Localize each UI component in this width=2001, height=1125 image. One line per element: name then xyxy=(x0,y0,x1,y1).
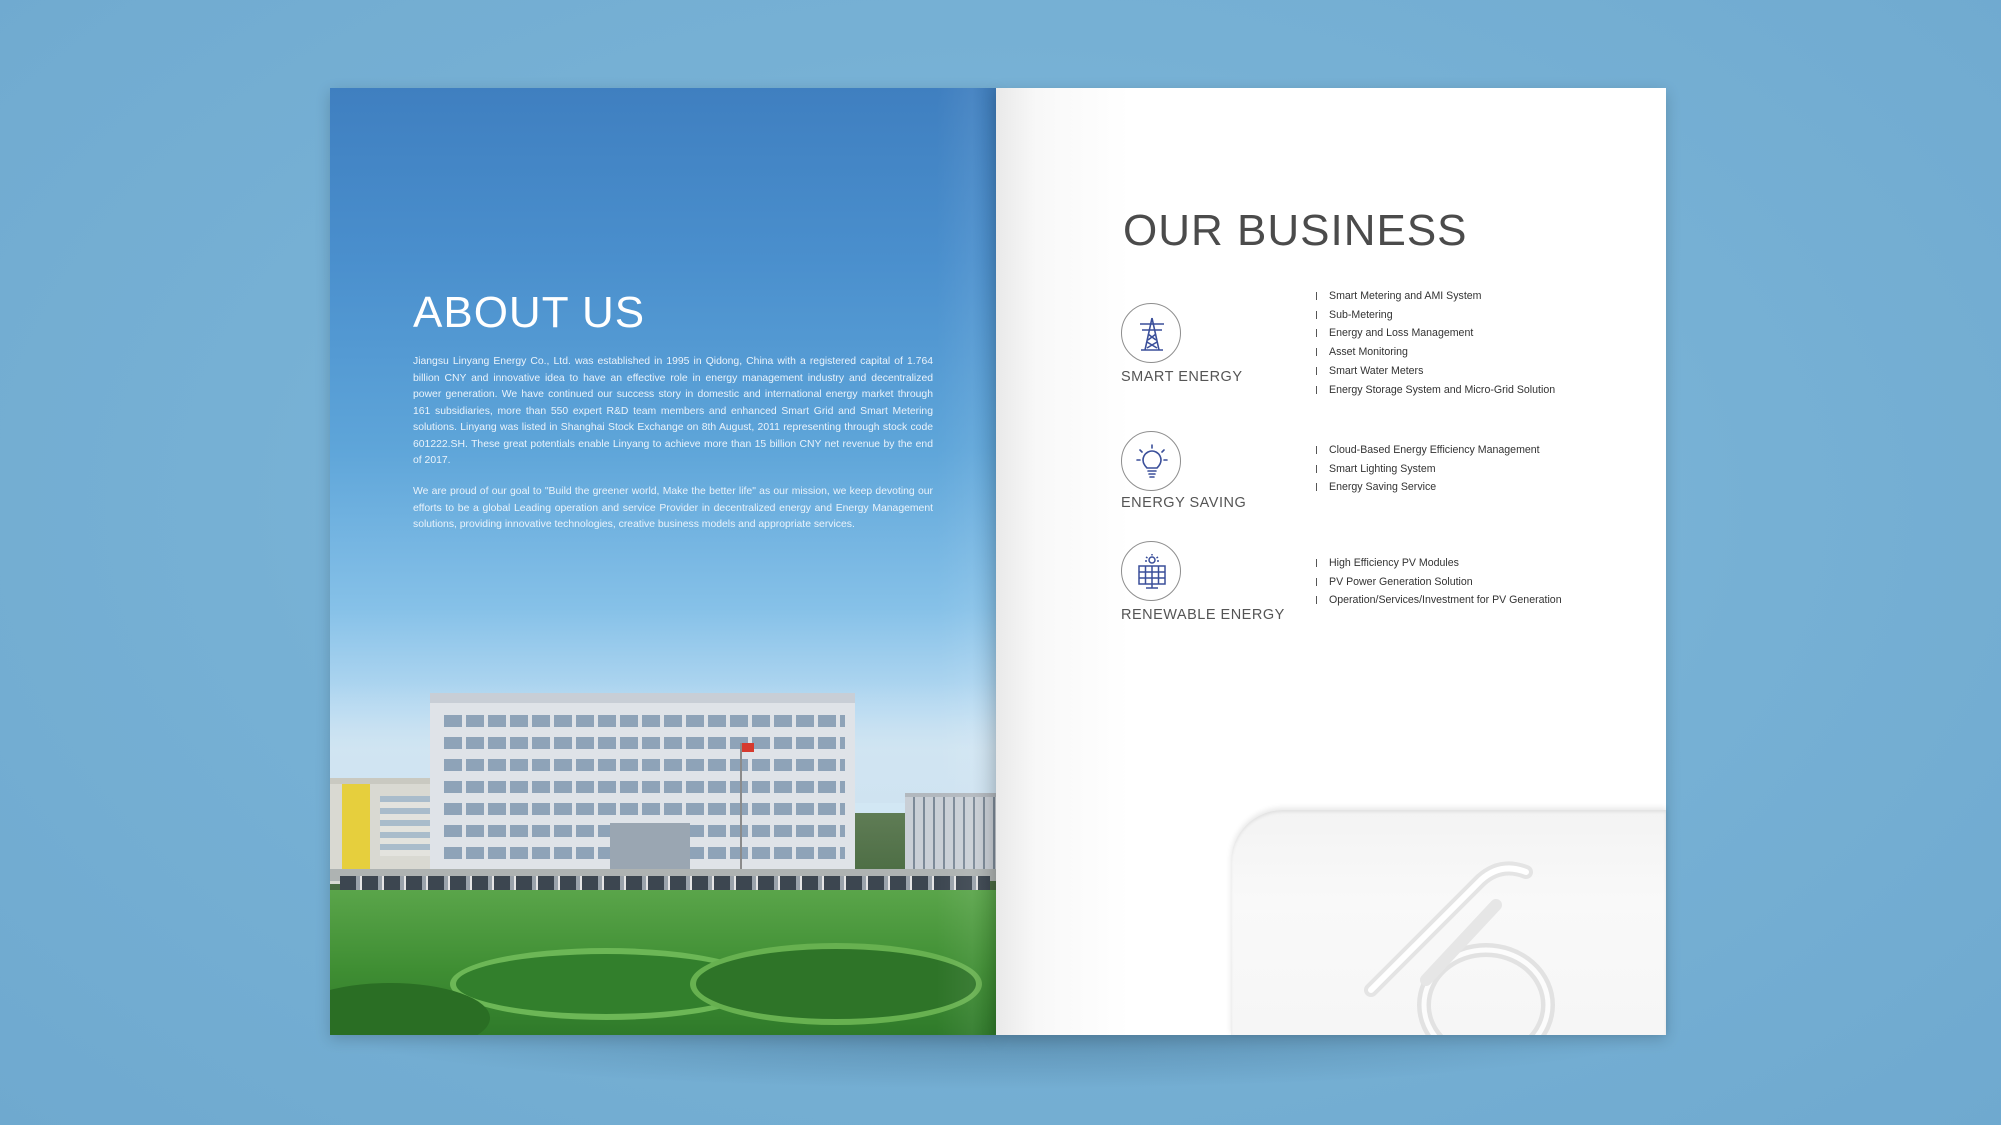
energy-saving-list xyxy=(1316,441,1540,497)
list-item: Energy and Loss Management xyxy=(1316,324,1555,343)
business-page xyxy=(996,88,1666,1035)
category-label-smart-energy: SMART ENERGY xyxy=(1121,369,1243,385)
list-item: Operation/Services/Investment for PV Generation xyxy=(1316,591,1562,610)
smart-energy-list xyxy=(1316,287,1555,399)
list-item: Energy Storage System and Micro-Grid Solution xyxy=(1316,381,1555,400)
list-item: Smart Water Meters xyxy=(1316,362,1555,381)
category-label-energy-saving: ENERGY SAVING xyxy=(1121,495,1247,511)
list-item: Cloud-Based Energy Efficiency Management xyxy=(1316,441,1540,460)
renewable-energy-list xyxy=(1316,554,1562,610)
business-title: OUR BUSINESS xyxy=(1123,206,1468,255)
embossed-logo-icon xyxy=(1231,810,1666,1035)
about-paragraph-2: We are proud of our goal to "Build the greener world, Make the better life" as our mission, we keep devoting our efforts to be a global Leading operation and service Provider in decentralized energy and Energy Management solutions, providing innovative technologies, creative business models and appropriate services. xyxy=(413,486,933,530)
list-item: Energy Saving Service xyxy=(1316,478,1540,497)
list-item: Smart Lighting System xyxy=(1316,460,1540,479)
folder-pocket xyxy=(1231,810,1666,1035)
folder-shadow xyxy=(330,1030,1670,1090)
list-item: PV Power Generation Solution xyxy=(1316,573,1562,592)
company-building-photo xyxy=(330,683,996,1035)
about-paragraph-1: Jiangsu Linyang Energy Co., Ltd. was established in 1995 in Qidong, China with a registered capital of 1.764 billion CNY and innovative idea to have an effective role in energy management industry and decentralized power generation. We have continued our success story in domestic and international energy market through 161 subsidiaries, more than 550 expert R&D team members and enhanced Smart Grid and Smart Metering solutions. Linyang was listed in Shanghai Stock Exchange on 8th August, 2011 representing through stock code 601222.SH. These great potentials enable Linyang to achieve more than 15 billion CNY net revenue by the end of 2017. xyxy=(413,356,933,466)
list-item: Sub-Metering xyxy=(1316,306,1555,325)
flag-pole xyxy=(740,743,742,873)
list-item: Asset Monitoring xyxy=(1316,343,1555,362)
power-tower-icon xyxy=(1121,303,1181,363)
about-page xyxy=(330,88,996,1035)
headquarters-building xyxy=(430,693,855,883)
solar-panel-icon xyxy=(1121,541,1181,601)
about-title: ABOUT US xyxy=(413,288,646,337)
list-item: Smart Metering and AMI System xyxy=(1316,287,1555,306)
list-item: High Efficiency PV Modules xyxy=(1316,554,1562,573)
parked-cars xyxy=(340,876,990,890)
category-label-renewable-energy: RENEWABLE ENERGY xyxy=(1121,607,1285,623)
light-bulb-icon xyxy=(1121,431,1181,491)
